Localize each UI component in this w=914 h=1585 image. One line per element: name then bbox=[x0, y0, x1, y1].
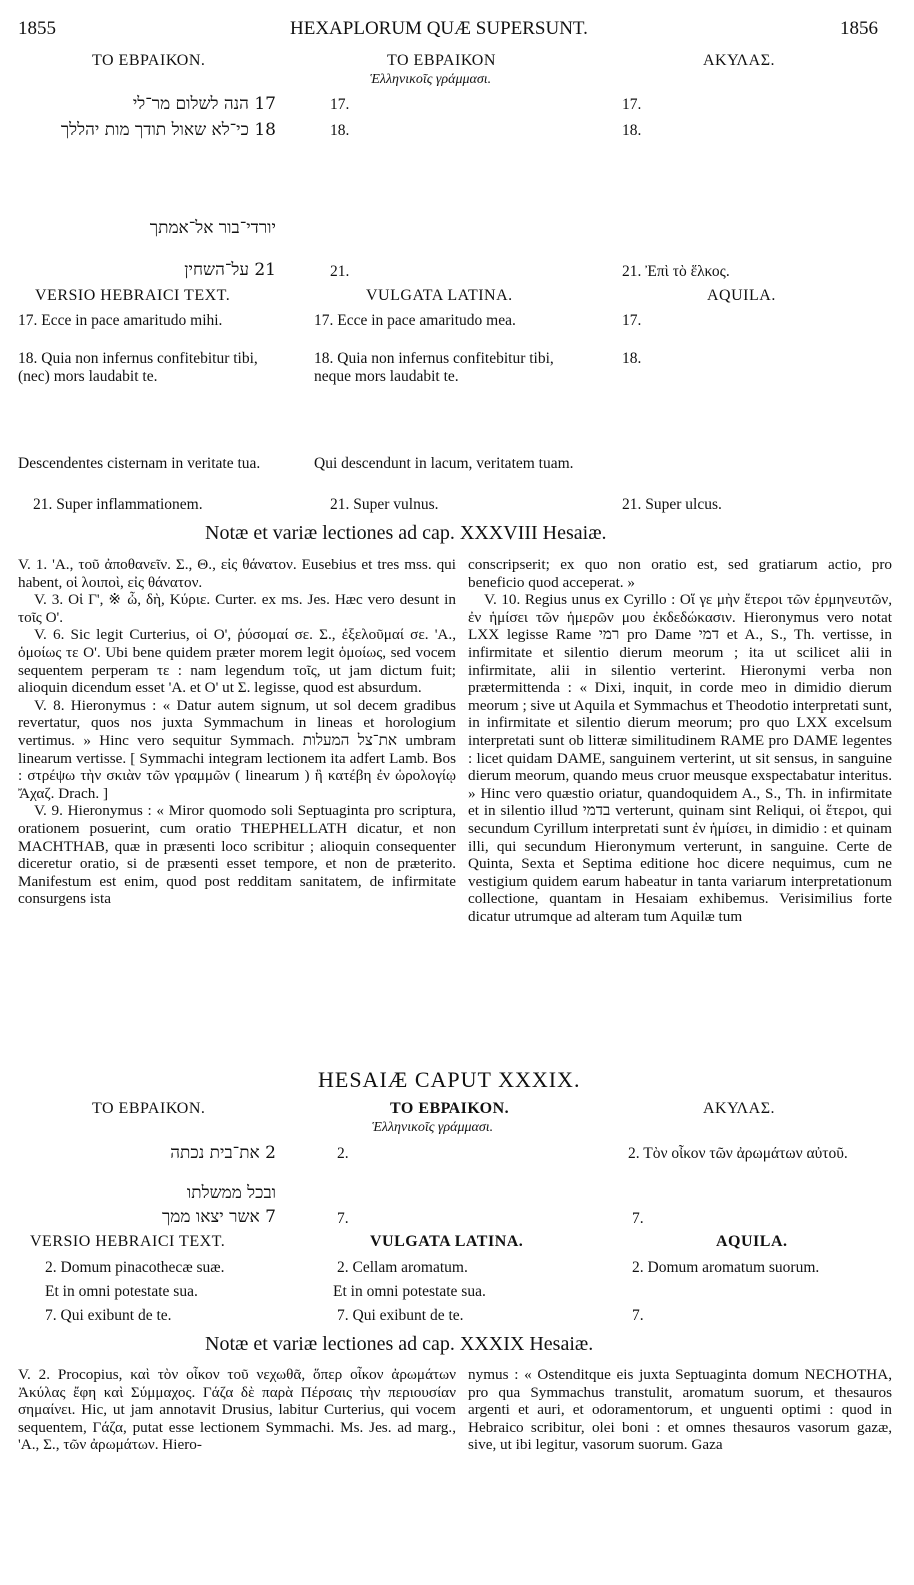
note-38-v8: V. 8. Hieronymus : « Datur autem signum, ut sol decem gradibus revertatur, quos nos juxta Symmachum in lineas et horologium vertimus. » Hinc vero sequitur Symmach. את־צל המעלות umbram linearum vertisse. [ Symmachi integram lectionem ita adfert Lamb. Bos : στρέψω τὴν σκιὰν τῶν γραμμῶν ( linearum ) ἣ κατέβη ἐν ὡρολογίῳ Ἄχαζ. Drach. ] bbox=[18, 696, 456, 802]
latin-head-vulgata: VULGATA LATINA. bbox=[366, 287, 513, 304]
s2-latin-aquila-2: 2. Domum aromatum suorum. bbox=[632, 1259, 820, 1276]
s2-latin-versio-2: 2. Domum pinacothecæ suæ. bbox=[45, 1259, 225, 1276]
s2-latin-head-aquila: AQUILA. bbox=[716, 1233, 788, 1250]
s2-latin-vulgata-2: 2. Cellam aromatum. bbox=[337, 1259, 468, 1276]
notes-title-38: Notæ et variæ lectiones ad cap. XXXVIII Hesaiæ. bbox=[205, 522, 607, 544]
note-38-v10: V. 10. Regius unus ex Cyrillo : Οἵ γε μὴν ἕτεροι τῶν ἑρμηνευτῶν, ἐν ἡμίσει τῶν ἡμερῶν μου ἐκδεδώκασιν. Hieronymus vero notat LXX legisse Rame רמי pro Dame דמי et A., S., Th. vertisse, in infirmitate et silentio dierum meorum ; ita ut scilicet alii in infirmitate, alii in silentio verterint. Hieronymi verba non prætermittenda : « Dixi, inquit, in corde meo in dimidio dierum meorum ; sive ut Aquila et Symmachus et Theodotio interpretati sunt, in infirmitate et silentio dierum meorum; pro quo LXX excelsum interpretati sunt ob litteræ similitudinem RAME pro DAME legentes : licet quidam DAME, sanguinem verterint, ut sit sensus, in sanguine dierum meorum, quando meus cruor meusque exspectabatur interitus. » Hinc vero quæstio oriatur, quandoquidem A., S., Th. in infirmitate et in silentio illud בדמי verterunt, quinam sint Reliqui, οἱ ἕτεροι, qui secundum Cyrillum interpretati sunt ἐν ἡμίσει, in dimidio : et quinam illi, qui secundum Hieronymum verterunt, in sanguine. Certe de Quinta, Sexta et Septima editione hoc dicere nequimus, cum ne vestigium quidem earum habeatur in tanta variarum interpretationum collectione, quantam in Hesaiam exhibemus. Verisimilius forte dicatur utrumque ad alteram tum Aquilæ tum bbox=[468, 591, 892, 925]
col-head-aquila: ΑΚΥΛΑΣ. bbox=[703, 52, 776, 69]
page-number-right: 1856 bbox=[840, 18, 878, 39]
hebrew-verse-21: 21 על־השחין bbox=[184, 260, 276, 280]
page-number-left: 1855 bbox=[18, 18, 56, 39]
note-38-v3: V. 3. Οἱ Γ', ※ ὦ, δὴ, Κύριε. Curter. ex ms. Jes. Hæc vero desunt in τοῖς Ο'. bbox=[18, 591, 456, 626]
aquila-verse-21: 21. Ἐπὶ τὸ ἕλκος. bbox=[622, 263, 730, 280]
latin-versio-21: 21. Super inflammationem. bbox=[33, 496, 203, 513]
col-head-hebrew: ΤΟ ΕΒΡΑΙΚΟΝ. bbox=[92, 52, 206, 69]
latin-head-versio: VERSIO HEBRAICI TEXT. bbox=[35, 287, 231, 304]
s2-col-head-aquila: ΑΚΥΛΑΣ. bbox=[703, 1100, 776, 1117]
s2-latin-aquila-7: 7. bbox=[632, 1307, 644, 1324]
s2-col-head-hebrew: ΤΟ ΕΒΡΑΙΚΟΝ. bbox=[92, 1100, 206, 1117]
latin-vulgata-21: 21. Super vulnus. bbox=[330, 496, 439, 513]
note-39-continued: nymus : « Ostenditque eis juxta Septuaginta domum NECHOTHA, pro qua Symmachus transtulit, aromatum suorum, et thesauros argenti et auri, et odoramentorum, et unguenti optimi : quod in Hebraico scribitur, olei boni : et omnes thesauros vasorum gazæ, sive, ut ibi legitur, vasorum suorum. Gaza bbox=[468, 1366, 892, 1454]
s2-greek-verse-7: 7. bbox=[337, 1210, 349, 1227]
col-subhead-greek-letters: Ἑλληνικοῖς γράμμασι. bbox=[370, 72, 492, 87]
running-title: HEXAPLORUM QUÆ SUPERSUNT. bbox=[290, 18, 588, 39]
note-38-v6: V. 6. Sic legit Curterius, οἱ Ο', ῥύσομαί σε. Σ., ἐξελοῦμαί σε. 'Α., ὁμοίως τε Ο'. Ubi bene quidem præter morem legit ὁμοίως, sed vocem sequentem perperam τε : nam legendum τοῖς, ut jam dictum fuit; alioquin dicendum esset 'Α. et Ο' ut Σ. legisse, quod est absurdum. bbox=[18, 626, 456, 697]
col-head-hebrew-greek: ΤΟ ΕΒΡΑΙΚΟΝ bbox=[387, 52, 496, 69]
latin-aquila-18: 18. bbox=[622, 350, 642, 367]
note-38-v9: V. 9. Hieronymus : « Miror quomodo soli Septuaginta pro scriptura, orationem posuerint, cum oratio THEPHELLATH dicatur, et non MACHTHAB, quæ in præsenti loco scribitur ; alioquin consequenter diceretur oratio, si de præsenti esset tempore, et non de præterito. Manifestum est enim, quod post redditam sanitatem, de infirmitate consurgens ista bbox=[18, 802, 456, 908]
s2-aquila-verse-7: 7. bbox=[632, 1210, 644, 1227]
s2-latin-vulgata-2b: Et in omni potestate sua. bbox=[333, 1283, 486, 1300]
latin-vulgata-18b: Qui descendunt in lacum, veritatem tuam. bbox=[314, 455, 574, 472]
s2-latin-head-versio: VERSIO HEBRAICI TEXT. bbox=[30, 1233, 226, 1250]
hebrew-verse-18b: יורדי־בור אל־אמתך bbox=[149, 218, 276, 238]
s2-hebrew-verse-2b: ובכל ממשלתו bbox=[186, 1183, 276, 1203]
latin-aquila-17: 17. bbox=[622, 312, 642, 329]
notes-38-left-column bbox=[18, 556, 456, 908]
s2-latin-versio-7: 7. Qui exibunt de te. bbox=[45, 1307, 172, 1324]
latin-vulgata-18: 18. Quia non infernus confitebitur tibi, neque mors laudabit te. bbox=[314, 350, 554, 385]
latin-versio-18b: Descendentes cisternam in veritate tua. bbox=[18, 455, 261, 472]
note-38-v1: V. 1. 'Α., τοῦ ἀποθανεῖν. Σ., Θ., εἰς θάνατον. Eusebius et tres mss. qui habent, οἱ λοιποὶ, εἰς θάνατον. bbox=[18, 556, 456, 591]
s2-greek-verse-2: 2. bbox=[337, 1145, 349, 1162]
s2-latin-head-vulgata: VULGATA LATINA. bbox=[370, 1233, 524, 1250]
latin-versio-18: 18. Quia non infernus confitebitur tibi, (nec) mors laudabit te. bbox=[18, 350, 258, 385]
notes-39-right-column bbox=[468, 1366, 892, 1454]
latin-versio-17: 17. Ecce in pace amaritudo mihi. bbox=[18, 312, 223, 329]
aquila-verse-18: 18. bbox=[622, 122, 642, 139]
greek-verse-18: 18. bbox=[330, 122, 350, 139]
s2-col-subhead-greek-letters: Ἑλληνικοῖς γράμμασι. bbox=[372, 1120, 494, 1135]
s2-aquila-verse-2: 2. Τὸν οἶκον τῶν ἀρωμάτων αὐτοῦ. bbox=[628, 1145, 848, 1162]
hebrew-verse-18: 18 כי־לא שאול תודך מות יהללך bbox=[60, 120, 276, 140]
latin-head-aquila: AQUILA. bbox=[707, 287, 776, 304]
greek-verse-21: 21. bbox=[330, 263, 350, 280]
note-39-v2: V. 2. Procopius, καὶ τὸν οἶκον τοῦ νεχωθᾶ, ὅπερ οἶκον ἀρωμάτων Ἀκύλας ἔφη καὶ Σύμμαχος. Γάζα δὲ παρὰ Πέρσαις τὴν περιουσίαν σημαίνει. Hic, ut jam annotavit Drusius, labitur Curterius, qui vocem sequentem, Γάζα, putat esse lectionem Symmachi. Ms. Jes. ad marg., 'Α., Σ., τῶν ἀρωμάτων. Hiero- bbox=[18, 1366, 456, 1454]
hebrew-verse-17: 17 הנה לשלום מר־לי bbox=[132, 94, 276, 114]
aquila-verse-17: 17. bbox=[622, 96, 642, 113]
notes-38-right-column bbox=[468, 556, 892, 925]
s2-hebrew-verse-2: 2 את־בית נכתה bbox=[170, 1143, 276, 1163]
s2-col-head-hebrew-greek: ΤΟ ΕΒΡΑΙΚΟΝ. bbox=[390, 1100, 510, 1117]
greek-verse-17: 17. bbox=[330, 96, 350, 113]
notes-title-39: Notæ et variæ lectiones ad cap. XXXIX Hesaiæ. bbox=[205, 1333, 594, 1355]
note-38-continued: conscripserit; ex quo non oratio est, sed gratiarum actio, pro beneficio quod acceperat. » bbox=[468, 556, 892, 591]
latin-aquila-21: 21. Super ulcus. bbox=[622, 496, 722, 513]
s2-hebrew-verse-7: 7 אשר יצאו ממך bbox=[161, 1207, 276, 1227]
chapter-heading-39: HESAIÆ CAPUT XXXIX. bbox=[318, 1067, 581, 1092]
notes-39-left-column bbox=[18, 1366, 456, 1454]
s2-latin-versio-2b: Et in omni potestate sua. bbox=[45, 1283, 198, 1300]
s2-latin-vulgata-7: 7. Qui exibunt de te. bbox=[337, 1307, 464, 1324]
latin-vulgata-17: 17. Ecce in pace amaritudo mea. bbox=[314, 312, 516, 329]
